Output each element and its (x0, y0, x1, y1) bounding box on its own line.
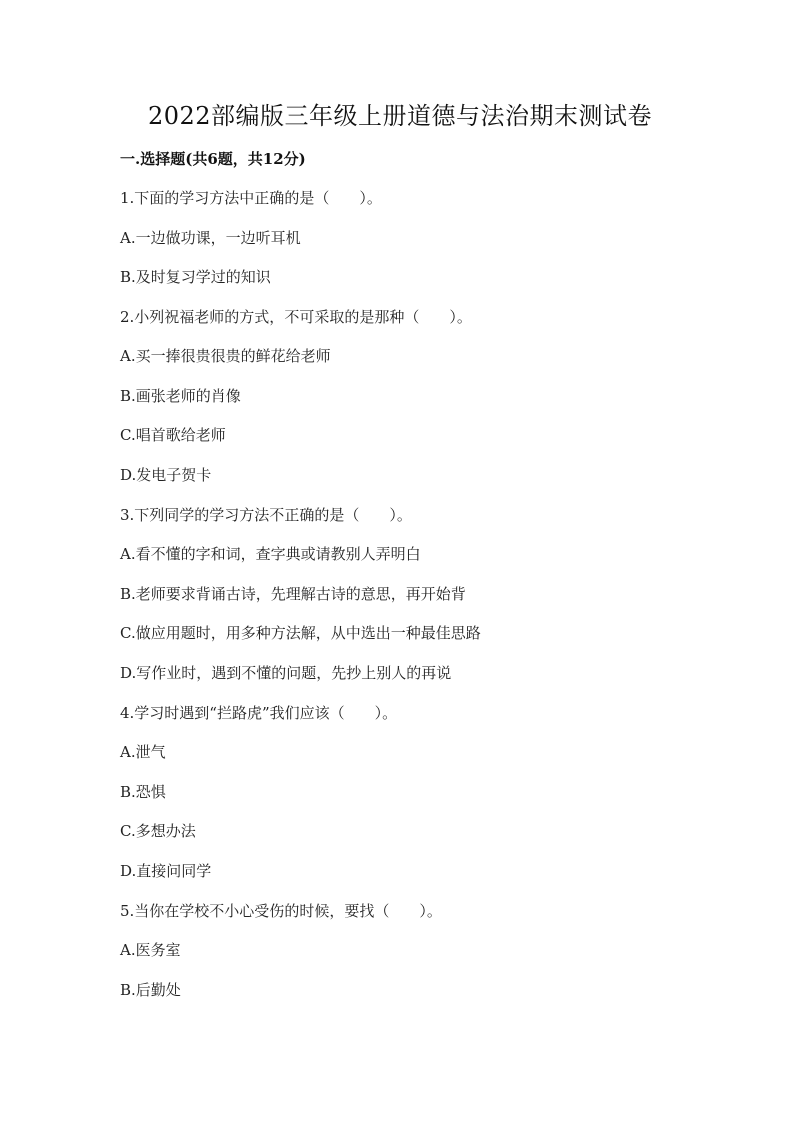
question-4: 4.学习时遇到“拦路虎”我们应该（ ）。 (120, 704, 398, 722)
question-2-option-c: C.唱首歌给老师 (120, 426, 226, 444)
question-4-option-a: A.泄气 (120, 743, 166, 761)
question-3-option-b: B.老师要求背诵古诗，先理解古诗的意思，再开始背 (120, 585, 466, 603)
question-3-option-a: A.看不懂的字和词，查字典或请教别人弄明白 (120, 545, 421, 563)
page-title: 2022部编版三年级上册道德与法治期末测试卷 (147, 102, 653, 130)
question-2-option-a: A.买一捧很贵很贵的鲜花给老师 (120, 347, 331, 365)
question-3-option-c: C.做应用题时，用多种方法解，从中选出一种最佳思路 (120, 624, 481, 642)
question-5: 5.当你在学校不小心受伤的时候，要找（ ）。 (120, 902, 442, 920)
question-3: 3.下列同学的学习方法不正确的是（ ）。 (120, 506, 412, 524)
question-1-option-b: B.及时复习学过的知识 (120, 268, 271, 286)
question-4-option-b: B.恐惧 (120, 783, 166, 801)
section-title: 一.选择题(共6题，共12分) (120, 150, 306, 168)
question-1: 1.下面的学习方法中正确的是（ ）。 (120, 189, 382, 207)
question-3-option-d: D.写作业时，遇到不懂的问题，先抄上别人的再说 (120, 664, 452, 682)
question-1-option-a: A.一边做功课，一边听耳机 (120, 229, 301, 247)
question-2: 2.小列祝福老师的方式，不可采取的是那种（ ）。 (120, 308, 472, 326)
question-4-option-d: D.直接问同学 (120, 862, 212, 880)
question-2-option-b: B.画张老师的肖像 (120, 387, 241, 405)
question-5-option-b: B.后勤处 (120, 981, 181, 999)
question-4-option-c: C.多想办法 (120, 822, 196, 840)
question-2-option-d: D.发电子贺卡 (120, 466, 212, 484)
question-5-option-a: A.医务室 (120, 941, 181, 959)
